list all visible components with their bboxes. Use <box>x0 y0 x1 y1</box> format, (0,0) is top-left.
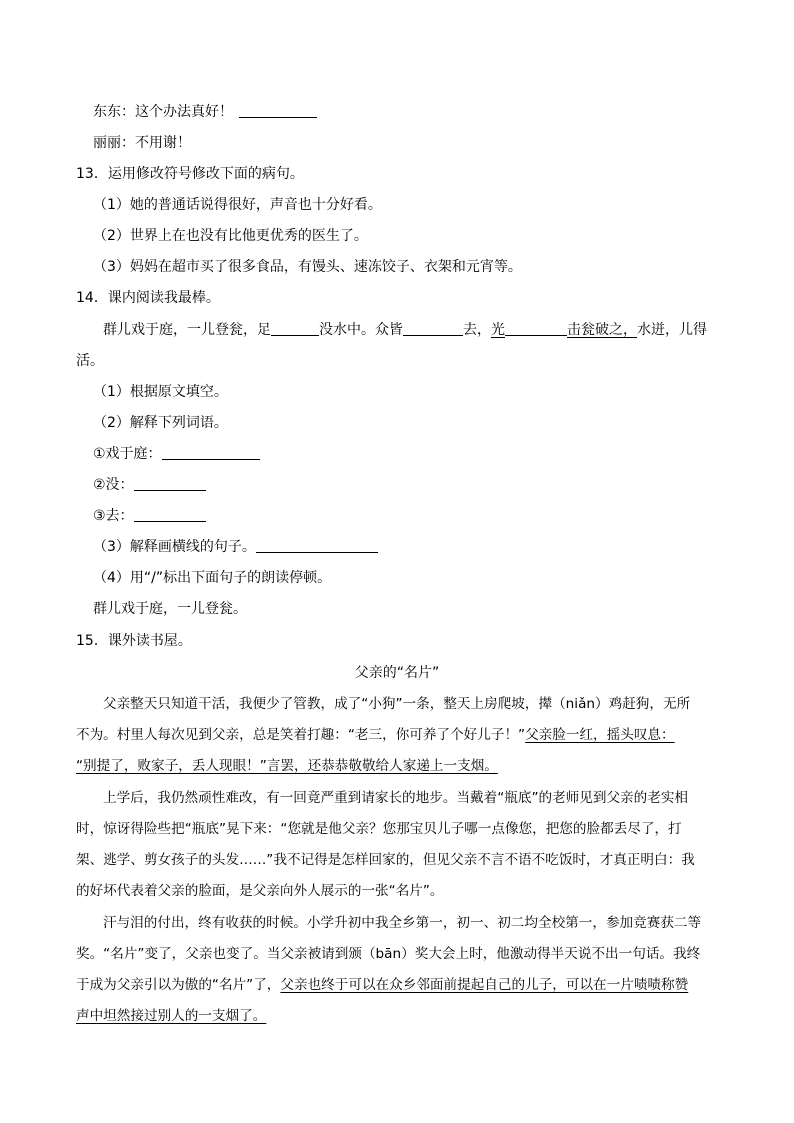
q14-sub-4: （4）用“/”标出下面句子的朗读停顿。 <box>93 570 332 586</box>
dialogue-lili: 丽丽：不用谢！ <box>93 135 191 151</box>
para2-line3: 架、逃学、剪女孩子的头发……”我不记得是怎样回家的，但见父亲不言不语不吃饭时，才真正明白：我 <box>76 852 695 868</box>
dialogue-dongdong: 东东：这个办法真好！ <box>93 103 317 121</box>
fill-blank-3[interactable] <box>505 321 567 336</box>
fill-blank-1[interactable] <box>271 321 319 336</box>
para1-line3: “别提了，败家子，丢人现眼！”言罢，还恭恭敬敬给人家递上一支烟。 <box>76 758 498 774</box>
q14-word-2: ②没： <box>93 476 206 494</box>
q14-sub-2: （2）解释下列词语。 <box>93 415 228 431</box>
q13-item-3: （3）妈妈在超市买了很多食品，有馒头、速冻饺子、衣架和元宵等。 <box>93 259 522 275</box>
q13-title: 13．运用修改符号修改下面的病句。 <box>76 166 304 182</box>
q13-item-2: （2）世界上在也没有比他更优秀的医生了。 <box>93 228 368 244</box>
q14-passage-line2: 活。 <box>76 353 104 369</box>
q13-item-1: （1）她的普通话说得很好，声音也十分好看。 <box>93 197 382 213</box>
para3-line2: 奖。“名片”变了，父亲也变了。当父亲被请到颁（bān）奖大会上时，他激动得半天说不出一句话。我终 <box>76 946 701 962</box>
q14-sub-3: （3）解释画横线的句子。 <box>93 538 378 556</box>
q14-sub-1: （1）根据原文填空。 <box>93 384 228 400</box>
q14-passage-line1: 群儿戏于庭，一儿登瓮，足 没水中。众皆 去，光 击瓮破之，水迸，儿得 <box>103 322 707 338</box>
fill-blank-2[interactable] <box>403 321 463 336</box>
answer-blank[interactable] <box>239 103 317 118</box>
article-title: 父亲的“名片” <box>354 665 440 681</box>
para3-line3: 于成为父亲引以为傲的“名片”了，父亲也终于可以在众乡邻面前提起自己的儿子，可以在一片啧啧称赞 <box>76 977 689 993</box>
word-blank-3[interactable] <box>134 507 206 522</box>
para1-line2: 不为。村里人每次见到父亲，总是笑着打趣：“老三，你可养了个好儿子！”父亲脸一红，摇头叹息： <box>76 727 675 743</box>
para3-line4: 声中坦然接过别人的一支烟了。 <box>76 1008 267 1024</box>
para2-line2: 时，惊讶得险些把“瓶底”晃下来：“您就是他父亲？您那宝贝儿子哪一点像您，把您的脸都丢尽了，打 <box>76 821 682 837</box>
q14-sentence: 群儿戏于庭，一儿登瓮。 <box>93 601 247 617</box>
q14-word-1: ①戏于庭： <box>93 445 260 463</box>
q14-word-3: ③去： <box>93 507 206 525</box>
q15-title: 15．课外读书屋。 <box>76 633 192 649</box>
q14-title: 14．课内阅读我最棒。 <box>76 290 220 306</box>
word-blank-1[interactable] <box>162 445 260 460</box>
para1-line1: 父亲整天只知道干活，我便少了管教，成了“小狗”一条，整天上房爬坡，撵（niǎn）鸡赶狗，无所 <box>103 696 691 712</box>
para2-line1: 上学后，我仍然顽性难改，有一回竟严重到请家长的地步。当戴着“瓶底”的老师见到父亲的老实相 <box>103 790 689 806</box>
word-blank-2[interactable] <box>134 476 206 491</box>
sentence-blank[interactable] <box>256 538 378 553</box>
para3-line1: 汗与泪的付出，终有收获的时候。小学升初中我全乡第一，初一、初二均全校第一，参加竞赛获二等 <box>103 915 702 931</box>
para2-line4: 的好坏代表着父亲的脸面，是父亲向外人展示的一张“名片”。 <box>76 883 444 899</box>
